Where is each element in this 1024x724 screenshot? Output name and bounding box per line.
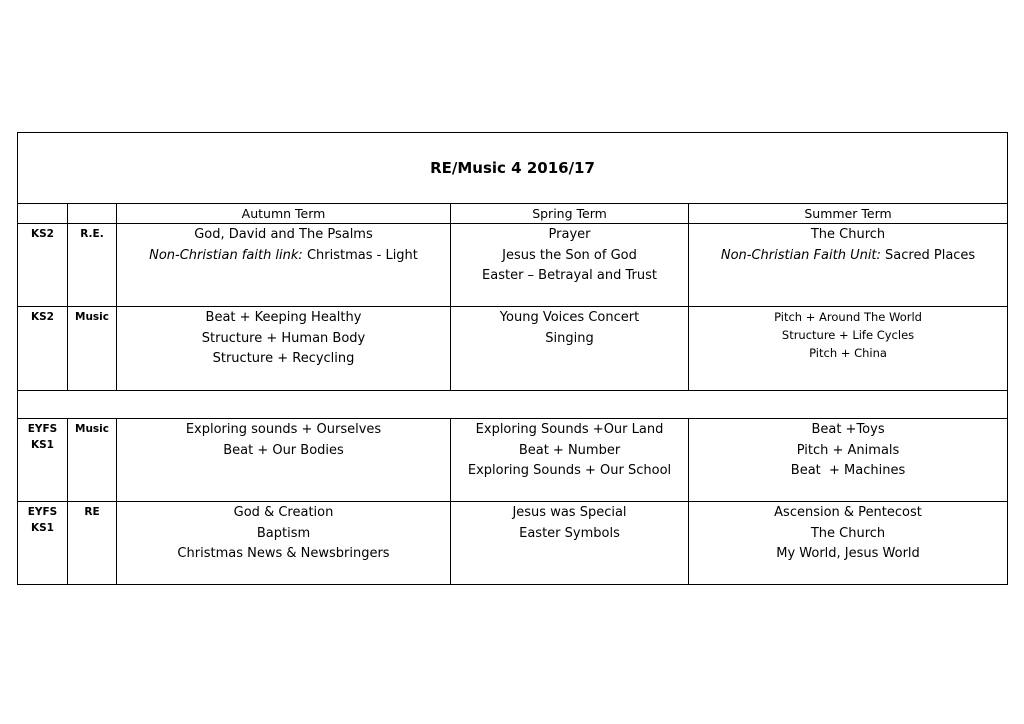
key-stage-cell xyxy=(18,224,68,307)
topic: Christmas News & Newsbringers xyxy=(177,546,390,561)
key-stage-label: KS2 xyxy=(30,228,54,240)
key-stage-label: KS2 xyxy=(30,311,54,323)
topic: Prayer xyxy=(548,227,591,242)
header-summer-term: Summer Term xyxy=(689,204,1008,224)
topic: The Church xyxy=(810,525,886,541)
key-stage-label: KS1 xyxy=(30,439,54,451)
topic: Jesus the Son of God xyxy=(502,247,637,263)
curriculum-table xyxy=(17,132,1008,585)
summer-cell xyxy=(689,419,1008,502)
summer-cell xyxy=(689,224,1008,307)
table-row xyxy=(18,419,1008,502)
topic: God, David and The Psalms xyxy=(194,227,373,242)
key-stage-cell xyxy=(18,307,68,391)
spacer-row xyxy=(18,391,1008,419)
topic: Ascension & Pentecost xyxy=(774,505,922,520)
topic: Beat + Keeping Healthy xyxy=(205,310,362,325)
topic: Structure + Human Body xyxy=(201,330,366,346)
header-autumn-term: Autumn Term xyxy=(117,204,451,224)
topic: Pitch + China xyxy=(809,346,887,360)
table-row xyxy=(18,224,1008,307)
topic-rest: Sacred Places xyxy=(880,247,976,263)
topic: Young Voices Concert xyxy=(499,310,640,325)
subject-cell: Music xyxy=(68,307,117,391)
topic: Beat + Our Bodies xyxy=(223,442,344,458)
topic: Structure + Recycling xyxy=(212,351,355,366)
subject-cell: Music xyxy=(68,419,117,502)
header-spring-term: Spring Term xyxy=(451,204,689,224)
topic: Beat + Number xyxy=(518,442,621,458)
key-stage-label: KS1 xyxy=(30,522,54,534)
key-stage-cell xyxy=(18,419,68,502)
topic: God & Creation xyxy=(233,505,334,520)
topic-italic-prefix: Non-Christian Faith Unit: xyxy=(720,247,881,263)
subject-cell: RE xyxy=(68,502,117,585)
document-title: RE/Music 4 2016/17 xyxy=(18,133,1008,204)
autumn-cell xyxy=(117,502,451,585)
term-header-row xyxy=(18,204,1008,224)
table-row xyxy=(18,307,1008,391)
topic xyxy=(689,246,1007,267)
topic: Structure + Life Cycles xyxy=(781,328,915,342)
topic: Easter Symbols xyxy=(519,525,620,541)
topic: Exploring Sounds +Our Land xyxy=(475,422,664,437)
spring-cell xyxy=(451,224,689,307)
spring-cell xyxy=(451,307,689,391)
topic: Easter – Betrayal and Trust xyxy=(482,268,657,283)
spring-cell xyxy=(451,502,689,585)
topic: Beat +Toys xyxy=(811,422,885,437)
summer-cell xyxy=(689,307,1008,391)
topic: The Church xyxy=(810,227,886,242)
title-row xyxy=(18,133,1008,204)
topic: Baptism xyxy=(256,525,311,541)
topic: Exploring Sounds + Our School xyxy=(467,463,672,478)
topic: My World, Jesus World xyxy=(776,546,920,561)
spacer-cell xyxy=(18,391,1008,419)
key-stage-label: EYFS xyxy=(27,423,58,435)
topic: Pitch + Around The World xyxy=(774,310,922,324)
autumn-cell xyxy=(117,224,451,307)
subject-cell: R.E. xyxy=(68,224,117,307)
header-blank-subject xyxy=(68,204,117,224)
autumn-cell xyxy=(117,307,451,391)
topic-italic-prefix: Non-Christian faith link: xyxy=(149,247,303,263)
summer-cell xyxy=(689,502,1008,585)
topic-rest: Christmas - Light xyxy=(302,247,418,263)
topic: Pitch + Animals xyxy=(796,442,900,458)
topic: Singing xyxy=(545,330,594,346)
table-row xyxy=(18,502,1008,585)
key-stage-label: EYFS xyxy=(27,506,58,518)
topic: Jesus was Special xyxy=(512,505,627,520)
header-blank-stage xyxy=(18,204,68,224)
topic: Beat + Machines xyxy=(790,463,906,478)
key-stage-cell xyxy=(18,502,68,585)
autumn-cell xyxy=(117,419,451,502)
topic xyxy=(117,246,450,267)
spring-cell xyxy=(451,419,689,502)
topic: Exploring sounds + Ourselves xyxy=(185,422,382,437)
